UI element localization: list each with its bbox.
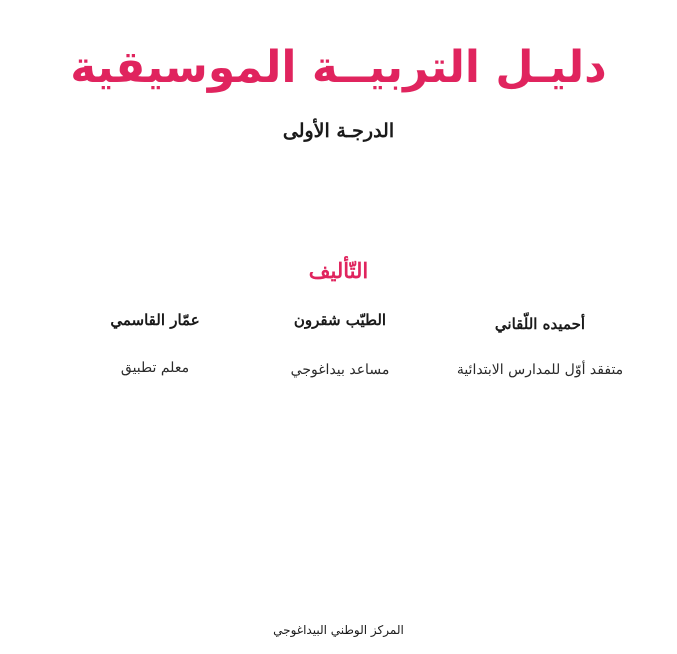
author-block-3 <box>90 308 220 380</box>
grade-level-subtitle: الدرجـة الأولى <box>282 120 395 142</box>
author-role: مساعد بيداغوجي <box>290 362 390 378</box>
author-name: عمّار القاسمي <box>110 311 200 329</box>
author-block-2 <box>270 308 410 382</box>
author-name: الطيّب شقرون <box>293 311 387 329</box>
author-name: أحميده اللّقاني <box>494 315 586 333</box>
publisher-name: المركز الوطني البيداغوجي <box>273 623 404 637</box>
book-title: دليـل التربيــة الموسيقية <box>70 42 607 93</box>
author-role: معلم تطبيق <box>120 360 190 376</box>
authorship-heading: التّأليف <box>308 258 369 283</box>
author-role: متفقد أوّل للمدارس الابتدائية <box>456 362 624 378</box>
author-block-1 <box>440 312 640 382</box>
